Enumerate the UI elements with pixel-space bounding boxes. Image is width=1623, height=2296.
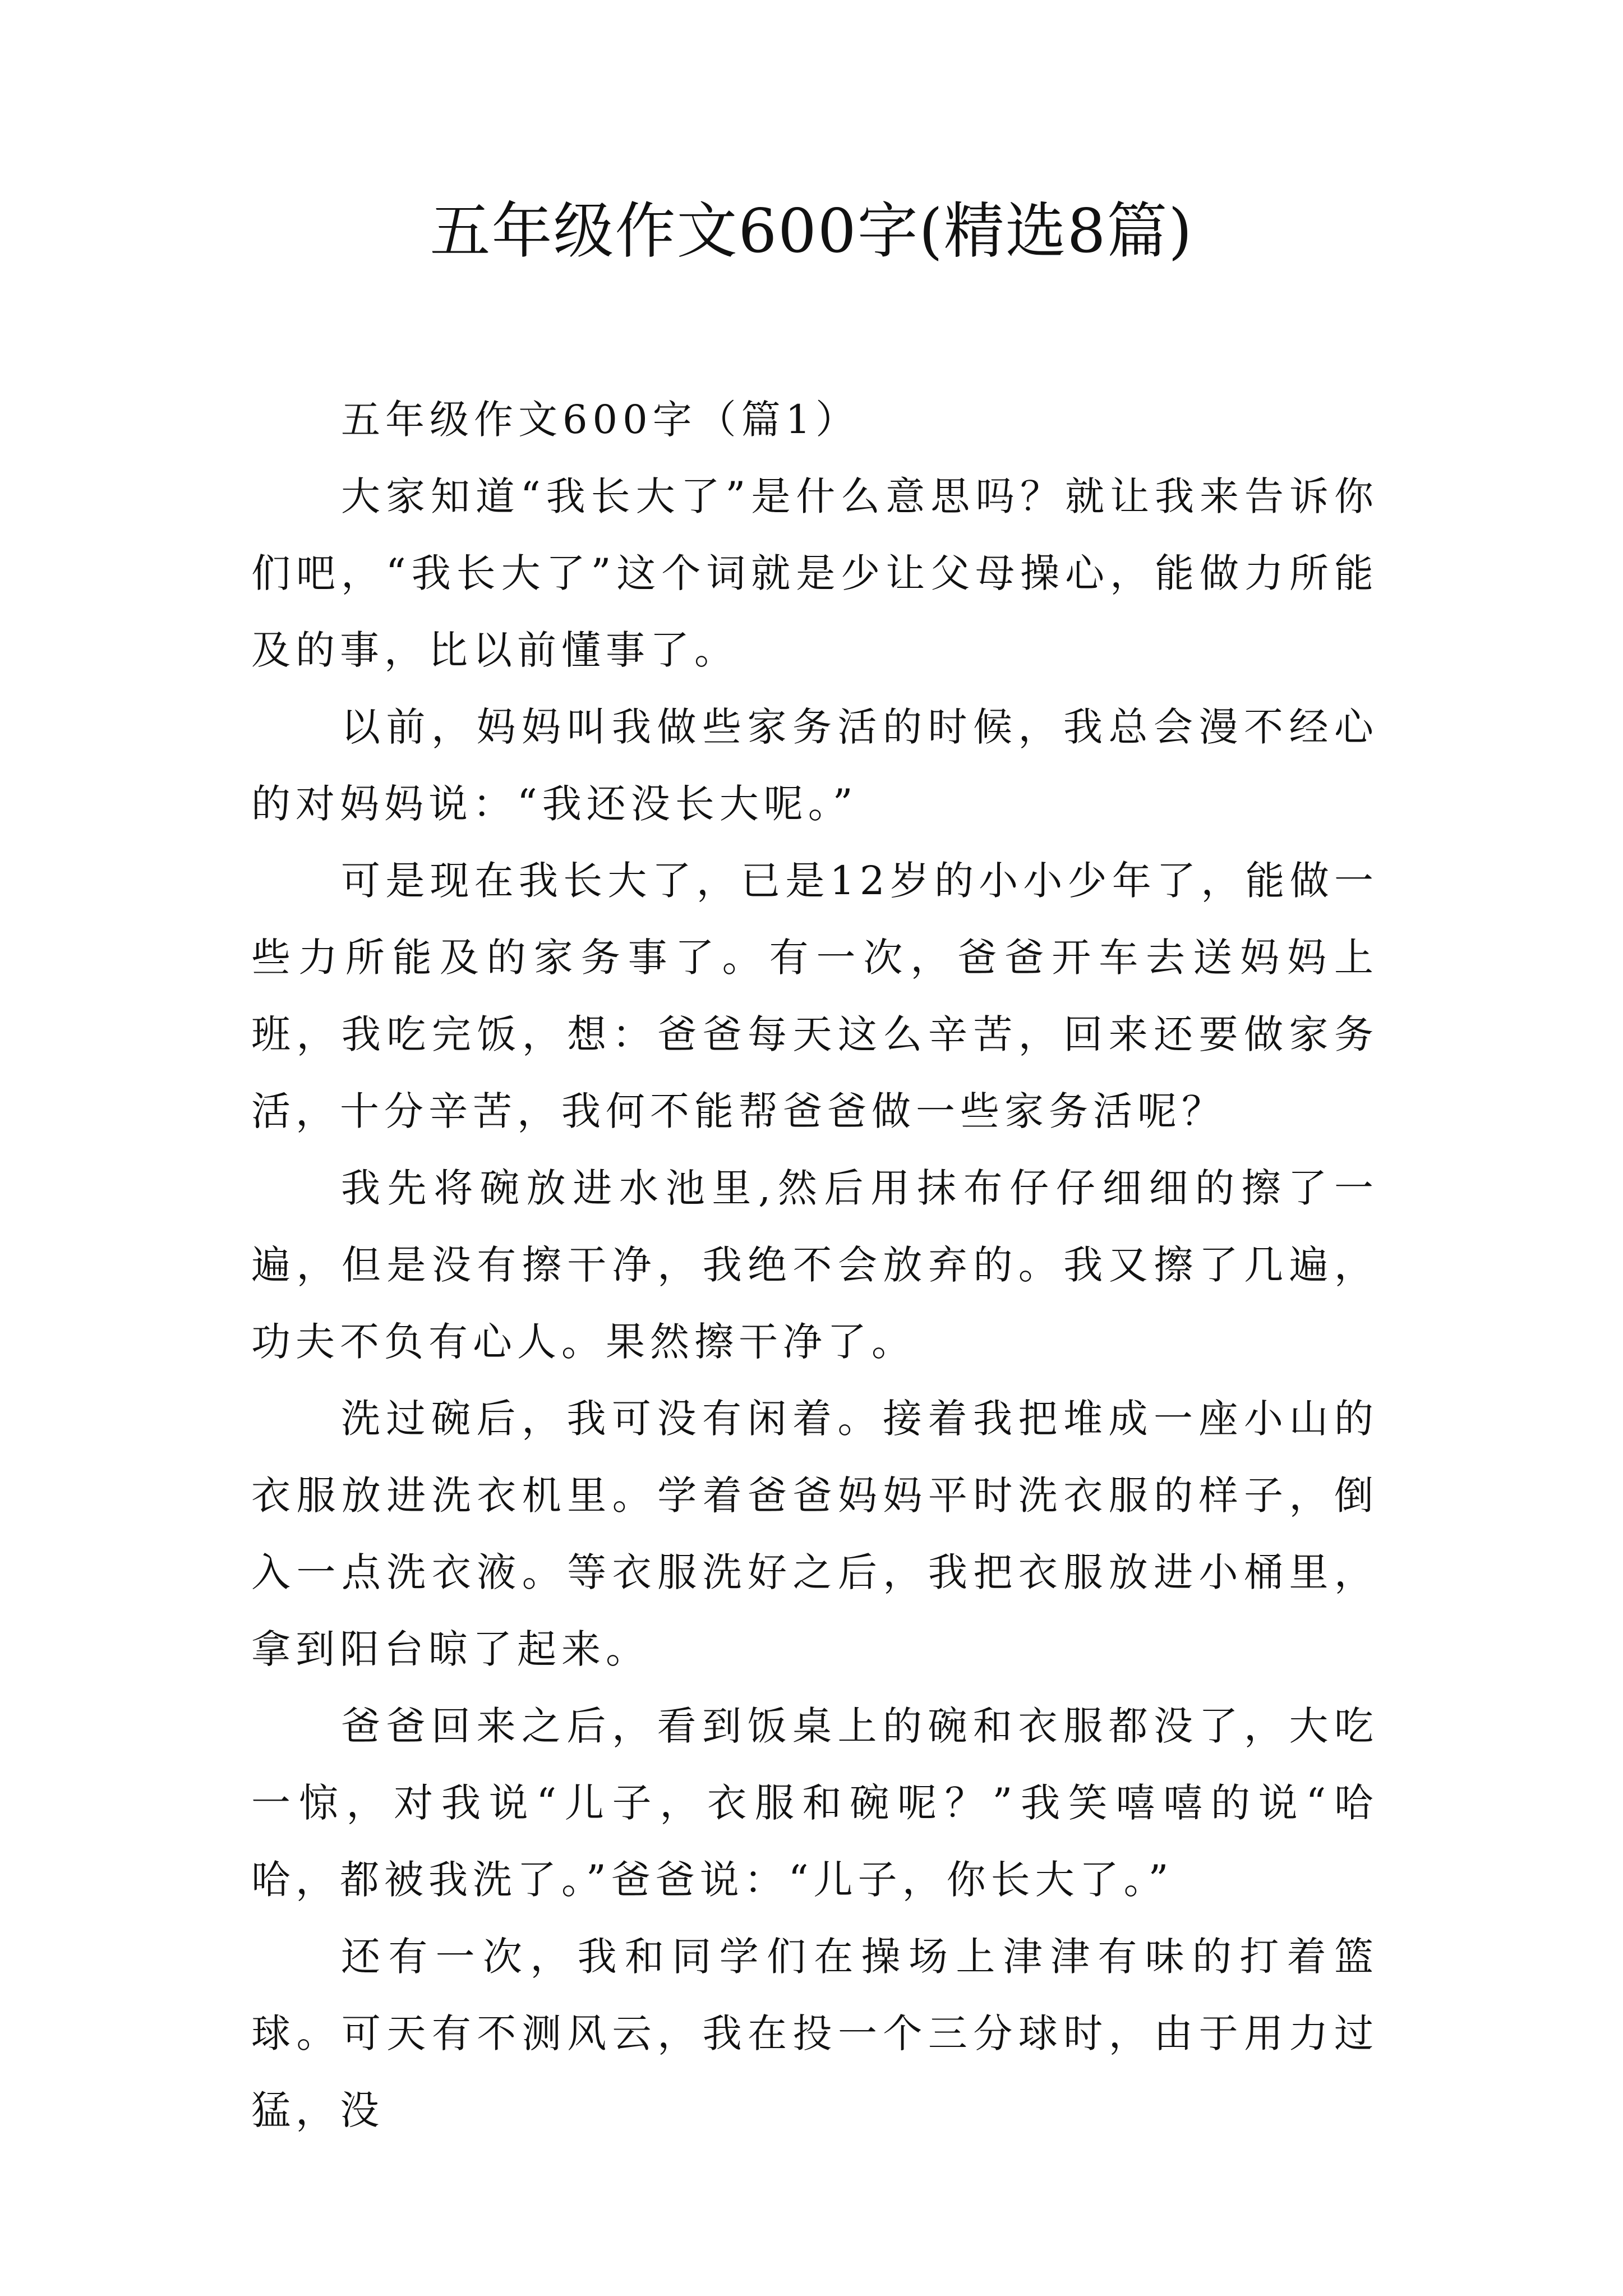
paragraph: 爸爸回来之后，看到饭桌上的碗和衣服都没了，大吃一惊，对我说“儿子，衣服和碗呢？”我笑嘻嘻的说“哈哈，都被我洗了。”爸爸说：“儿子，你长大了。”: [251, 1703, 1378, 1903]
section-heading: 五年级作文600字（篇1）: [341, 397, 860, 443]
paragraph: 以前，妈妈叫我做些家务活的时候，我总会漫不经心的对妈妈说：“我还没长大呢。”: [251, 704, 1378, 827]
paragraph: 我先将碗放进水池里,然后用抹布仔仔细细的擦了一遍，但是没有擦干净，我绝不会放弃的。我又擦了几遍，功夫不负有心人。果然擦干净了。: [251, 1165, 1378, 1365]
paragraph: 大家知道“我长大了”是什么意思吗？就让我来告诉你们吧，“我长大了”这个词就是少让父母操心，能做力所能及的事，比以前懂事了。: [251, 473, 1378, 673]
paragraph: 洗过碗后，我可没有闲着。接着我把堆成一座小山的衣服放进洗衣机里。学着爸爸妈妈平时洗衣服的样子，倒入一点洗衣液。等衣服洗好之后，我把衣服放进小桶里，拿到阳台晾了起来。: [251, 1396, 1378, 1672]
paragraph: 还有一次，我和同学们在操场上津津有味的打着篮球。可天有不测风云，我在投一个三分球时，由于用力过猛，没: [251, 1934, 1378, 2133]
document-body: [251, 381, 1378, 2149]
paragraph: 可是现在我长大了，已是12岁的小小少年了，能做一些力所能及的家务事了。有一次，爸爸开车去送妈妈上班，我吃完饭，想：爸爸每天这么辛苦，回来还要做家务活，十分辛苦，我何不能帮爸爸做一些家务活呢？: [251, 858, 1378, 1134]
document-title: 五年级作文600字(精选8篇): [430, 196, 1193, 266]
